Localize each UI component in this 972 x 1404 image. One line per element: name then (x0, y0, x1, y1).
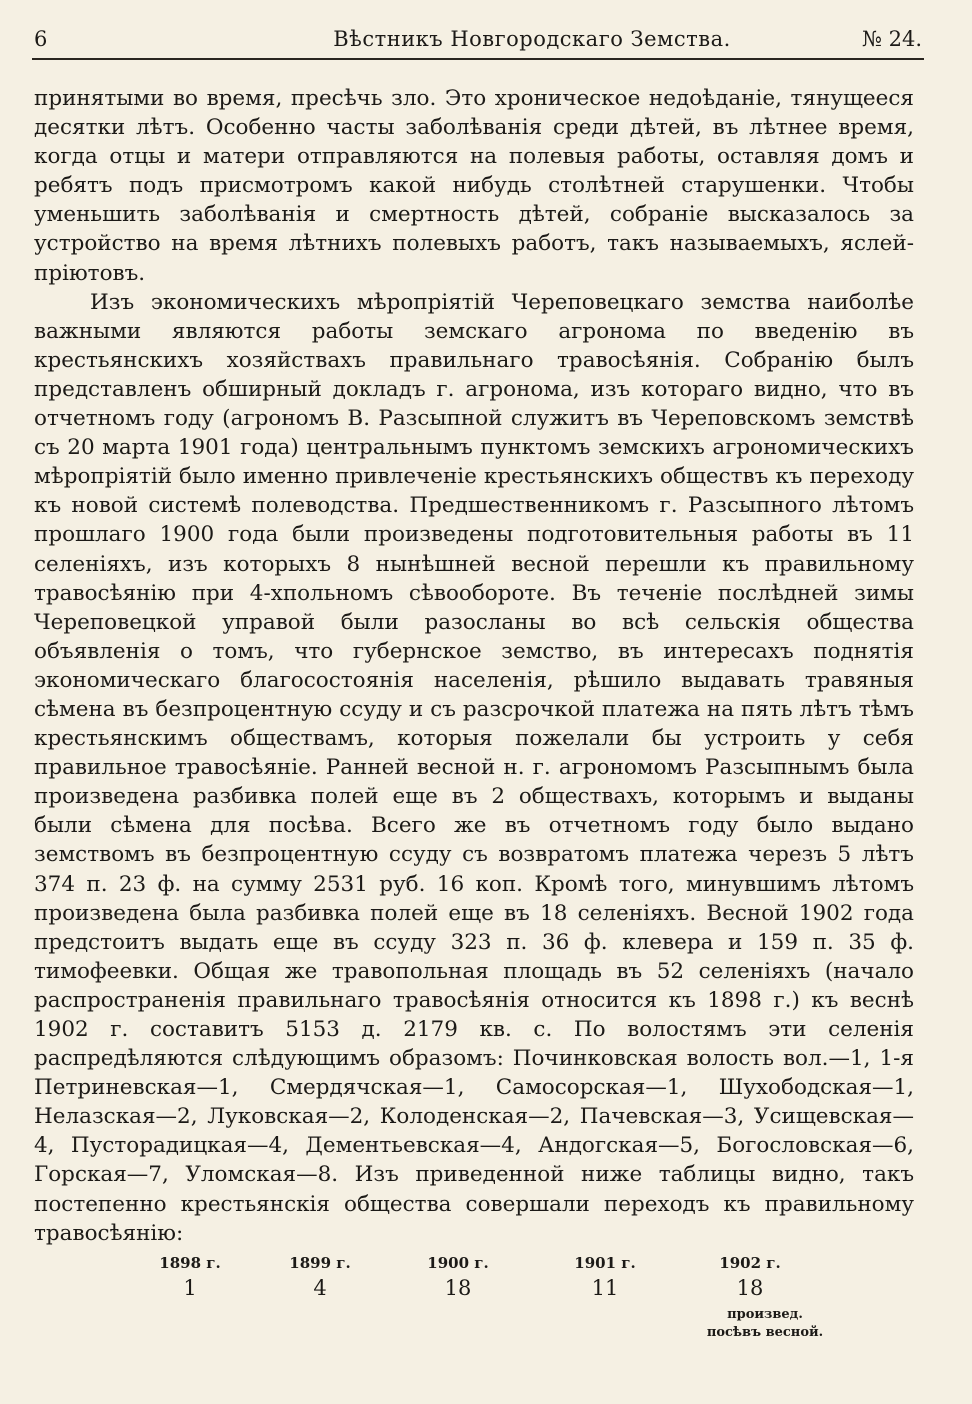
journal-title: Вѣстникъ Новгородскаго Земства. (333, 27, 731, 51)
footnote-line: посѣвъ весной. (706, 1325, 824, 1340)
year-cell: 1900 г. (427, 1254, 489, 1272)
page-number: 6 (34, 27, 48, 51)
paragraph-continuation: принятыми во время, пресѣчь зло. Это хроническое недоѣданіе, тянущееся десятки лѣтъ. Особенно часты заболѣванія среди дѣтей, въ лѣтнее время, когда отцы и матери отправляются на полевыя работы, оставляя домъ и ребятъ подъ присмотромъ какой нибудь столѣтней старушенки. Чтобы уменьшить заболѣванія и смертность дѣтей, собраніе высказалось за устройство на время лѣтнихъ полевыхъ работъ, такъ называемыхъ, яслей-пріютовъ. (34, 86, 914, 286)
value-cell: 18 (736, 1276, 764, 1300)
year-cell: 1902 г. (719, 1254, 781, 1272)
footnote-line: произвед. (727, 1307, 803, 1322)
year-cell: 1898 г. (159, 1254, 221, 1272)
value-cell: 1 (183, 1276, 197, 1300)
year-cell: 1901 г. (574, 1254, 636, 1272)
year-cell: 1899 г. (289, 1254, 351, 1272)
value-cell: 4 (313, 1276, 327, 1300)
header-rule (32, 58, 924, 60)
article-body (34, 84, 914, 1248)
running-header (32, 24, 922, 54)
table-footnote (660, 1306, 870, 1342)
table-value-row (130, 1278, 850, 1304)
value-cell: 11 (591, 1276, 619, 1300)
transition-table (130, 1252, 850, 1304)
value-cell: 18 (444, 1276, 472, 1300)
paragraph-agronomy: Изъ экономическихъ мѣропріятій Череповецкаго земства наиболѣе важными являются работы земскаго агронома по введенію въ крестьянскихъ хозяйствахъ правильнаго травосѣянія. Собранію былъ представленъ обширный докладъ г. агронома, изъ котораго видно, что въ отчетномъ году (агрономъ В. Разсыпной служитъ въ Череповскомъ земствѣ съ 20 марта 1901 года) центральнымъ пунктомъ земскихъ агрономическихъ мѣропріятій было именно привлеченіе крестьянскихъ обществъ къ переходу къ новой системѣ полеводства. Предшественникомъ г. Разсыпного лѣтомъ прошлаго 1900 года были произведены подготовительныя работы въ 11 селеніяхъ, изъ которыхъ 8 нынѣшней весной перешли къ правильному травосѣянію при 4-хпольномъ сѣвообороте. Въ теченіе послѣдней зимы Череповецкой управой были разосланы во всѣ сельскія общества объявленія о томъ, что губернское земство, въ интересахъ поднятія экономическаго благосостоянія населенія, рѣшило выдавать травяныя сѣмена въ безпроцентную ссуду и съ разсрочкой платежа на пять лѣтъ тѣмъ крестьянскимъ обществамъ, которыя пожелали бы устроить у себя правильное травосѣяніе. Ранней весной н. г. агрономомъ Разсыпнымъ была произведена разбивка полей еще въ 2 обществахъ, которымъ и выданы были сѣмена для посѣва. Всего же въ отчетномъ году было выдано земствомъ въ безпроцентную ссуду съ возвратомъ платежа черезъ 5 лѣтъ 374 п. 23 ф. на сумму 2531 руб. 16 коп. Кромѣ того, минувшимъ лѣтомъ произведена была разбивка полей еще въ 18 селеніяхъ. Весной 1902 года предстоитъ выдать еще въ ссуду 323 п. 36 ф. клевера и 159 п. 35 ф. тимофеевки. Общая же травопольная площадь въ 52 селеніяхъ (начало распространенія правильнаго травосѣянія относится къ 1898 г.) къ веснѣ 1902 г. составитъ 5153 д. 2179 кв. с. По волостямъ эти селенія распредѣляются слѣдующимъ образомъ: Починковская волость вол.—1, 1-я Петриневская—1, Смердячская—1, Самосорская—1, Шухободская—1, Нелазская—2, Луковская—2, Колоденская—2, Пачевская—3, Усищевская—4, Пусторадицкая—4, Дементьевская—4, Андогская—5, Богословская—6, Горская—7, Уломская—8. Изъ приведенной ниже таблицы видно, такъ постепенно крестьянскія общества совершали переходъ къ правильному травосѣянію: (34, 289, 914, 1246)
issue-number: № 24. (862, 27, 922, 51)
table-header-row (130, 1252, 850, 1278)
